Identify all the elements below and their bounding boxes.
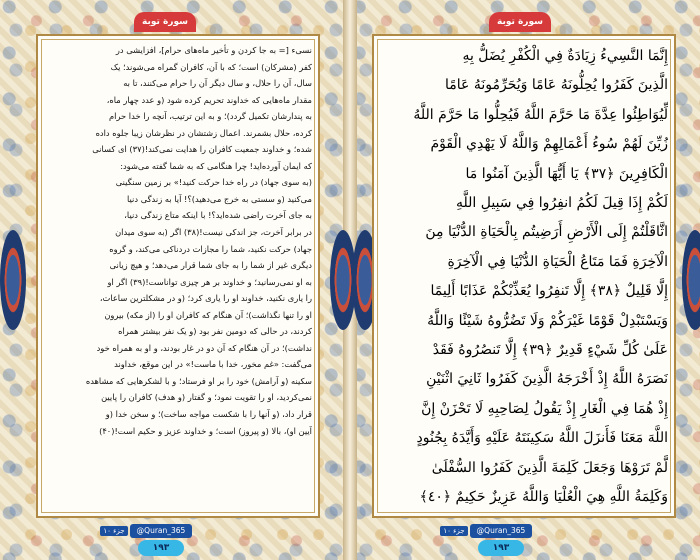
quran-line: اللَّهَ مَعَنَا فَأَنزَلَ اللَّهُ سَكِينَتَهُ عَلَيْهِ وَأَيَّدَهُ بِجُنُودٍ bbox=[416, 430, 668, 447]
translation-line: آیین او)، بالا (و پیروز) است؛ و خداوند عزیز و حکیم است!(۴۰) bbox=[99, 425, 312, 436]
translation-line: جهاد) حرکت نکنید، شما را مجازات دردناکی می‌کند، و گروه bbox=[109, 243, 312, 254]
translation-line: را یاری نکنید، خداوند او را یاری کرد؛ (و در مشکلترین ساعات، bbox=[99, 293, 312, 304]
left-outer-medallion-ornament bbox=[0, 230, 26, 330]
quran-line: اثَّاقَلْتُمْ إِلَى الْأَرْضِ أَرَضِيتُم بِالْحَيَاةِ الدُّنْيَا مِنَ bbox=[425, 224, 668, 241]
surah-tab-right: سورة توبة bbox=[489, 12, 551, 32]
channel-tag: @Quran_365 bbox=[130, 524, 192, 538]
quran-line: زُيِّنَ لَهُمْ سُوءُ أَعْمَالِهِمْ وَاللَّهُ لَا يَهْدِي الْقَوْمَ bbox=[430, 136, 668, 153]
juz-label: جزء ۱۰ bbox=[100, 526, 128, 536]
page-number: ۱۹۳ bbox=[478, 540, 524, 556]
surah-tab-left: سورة توبة bbox=[134, 12, 196, 32]
translation-line: قرار داد، (و آنها را با شکست مواجه ساخت)؛ و سخن خدا (و bbox=[105, 409, 312, 420]
quran-line: وَيَسْتَبْدِلْ قَوْمًا غَيْرَكُمْ وَلَا تَضُرُّوهُ شَيْئًا وَاللَّهُ bbox=[427, 312, 668, 329]
translation-line: شده؛ و خداوند جمعیت کافران را هدایت نمی‌کند!(۳۷) ای کسانی bbox=[92, 144, 312, 155]
left-page-footer bbox=[100, 520, 220, 560]
translation-line: در برابر آخرت، جز اندکی نیست!(۳۸) اگر (به سوی میدان bbox=[115, 227, 312, 238]
quran-line: إِلَّا قَلِيلٌ ﴿٣٨﴾ إِلَّا تَنفِرُوا يُعَذِّبْكُمْ عَذَابًا أَلِيمًا bbox=[430, 283, 668, 300]
translation-line: (به سوی جهاد) در راه خدا حرکت کنید!» بر زمین سنگینی bbox=[115, 177, 312, 188]
quran-line: الْآخِرَةِ فَمَا مَتَاعُ الْحَيَاةِ الدُّنْيَا فِي الْآخِرَةِ bbox=[447, 253, 668, 270]
translation-line: کفر (مشرکان) است؛ که با آن، کافران گمراه می‌شوند؛ یک bbox=[110, 61, 312, 72]
quran-line: الَّذِينَ كَفَرُوا يُحِلُّونَهُ عَامًا وَيُحَرِّمُونَهُ عَامًا bbox=[445, 77, 668, 94]
translation-line: به پندارشان تکمیل گردد)؛ و به این ترتیب، آنچه را خدا حرام bbox=[109, 111, 312, 122]
channel-tag: @Quran_365 bbox=[470, 524, 532, 538]
quran-line: لَّمْ تَرَوْهَا وَجَعَلَ كَلِمَةَ الَّذِينَ كَفَرُوا السُّفْلَىٰ bbox=[431, 459, 668, 476]
translation-line: او را تنها نگذاشت)؛ آن هنگام که کافران او را (از مکه) بیرون bbox=[104, 309, 312, 320]
quran-line: إِنَّمَا النَّسِيءُ زِيَادَةٌ فِي الْكُفْرِ يُضَلُّ بِهِ bbox=[462, 48, 668, 64]
quran-line: عَلَىٰ كُلِّ شَيْءٍ قَدِيرٌ ﴿٣٩﴾ إِلَّا تَنصُرُوهُ فَقَدْ bbox=[432, 342, 668, 359]
juz-label: جزء ۱۰ bbox=[440, 526, 468, 536]
quran-line: إِذْ هُمَا فِي الْغَارِ إِذْ يَقُولُ لِصَاحِبِهِ لَا تَحْزَنْ إِنَّ bbox=[421, 400, 668, 417]
translation-line: کرده، حلال بشمرند. اعمال زشتشان در نظرشان زیبا جلوه داده bbox=[95, 127, 312, 138]
translation-line: نداشت)؛ در آن هنگام که آن دو در غار بودند، و او به همراه خود bbox=[96, 342, 312, 353]
translation-line: که ایمان آورده‌اید! چرا هنگامی که به شما گفته می‌شود: bbox=[120, 160, 312, 171]
quran-line: الْكَافِرِينَ ﴿٣٧﴾ يَا أَيُّهَا الَّذِينَ آمَنُوا مَا bbox=[465, 165, 668, 182]
translation-line: می‌گفت: «غم مخور، خدا با ماست!» در این موقع، خداوند bbox=[114, 359, 312, 370]
quran-arabic-text bbox=[380, 42, 668, 514]
translation-line: سال، آن را حلال، و سال دیگر آن را حرام می‌کنند، تا به bbox=[123, 78, 312, 89]
translation-line: سکینه (و آرامش) خود را بر او فرستاد؛ و با لشکرهایی که مشاهده bbox=[85, 375, 312, 386]
translation-line: نمی‌کردید، او را تقویت نمود؛ و گفتار (و هدف) کافران را پایین bbox=[101, 392, 312, 403]
quran-line: نَصَرَهُ اللَّهُ إِذْ أَخْرَجَهُ الَّذِينَ كَفَرُوا ثَانِيَ اثْنَيْنِ bbox=[426, 371, 668, 388]
page-number: ۱۹۳ bbox=[138, 540, 184, 556]
translation-line: کردند، در حالی که دومین نفر بود (و یک نفر بیشتر همراه bbox=[118, 326, 312, 337]
quran-line: وَكَلِمَةُ اللَّهِ هِيَ الْعُلْيَا وَاللَّهُ عَزِيزٌ حَكِيمٌ ﴿٤٠﴾ bbox=[419, 489, 668, 506]
persian-translation bbox=[44, 42, 312, 512]
right-page-footer bbox=[440, 520, 560, 560]
translation-line: به او نمی‌رسانید؛ و خداوند بر هر چیزی تواناست!(۳۹) اگر او bbox=[107, 276, 312, 287]
translation-line: دیگری غیر از شما را به جای شما قرار می‌دهد؛ و هیچ زیانی bbox=[109, 260, 312, 271]
quran-line: لِّيُوَاطِئُوا عِدَّةَ مَا حَرَّمَ اللَّهُ فَيُحِلُّوا مَا حَرَّمَ اللَّهُ bbox=[413, 106, 668, 123]
quran-line: لَكُمْ إِذَا قِيلَ لَكُمُ انفِرُوا فِي سَبِيلِ اللَّهِ bbox=[456, 195, 668, 212]
translation-line: مقدار ماه‌هایی که خداوند تحریم کرده شود (و عدد چهار ماه، bbox=[106, 94, 312, 105]
translation-line: نسیء [= به جا کردن و تأخیر ماه‌های حرام]، افزایشی در bbox=[115, 45, 312, 55]
translation-line: می‌کنید (و سستی به خرج می‌دهید)؟! آیا به زندگی دنیا bbox=[127, 193, 312, 204]
translation-line: به جای آخرت راضی شده‌اید؟! با اینکه متاع زندگی دنیا، bbox=[124, 210, 312, 221]
